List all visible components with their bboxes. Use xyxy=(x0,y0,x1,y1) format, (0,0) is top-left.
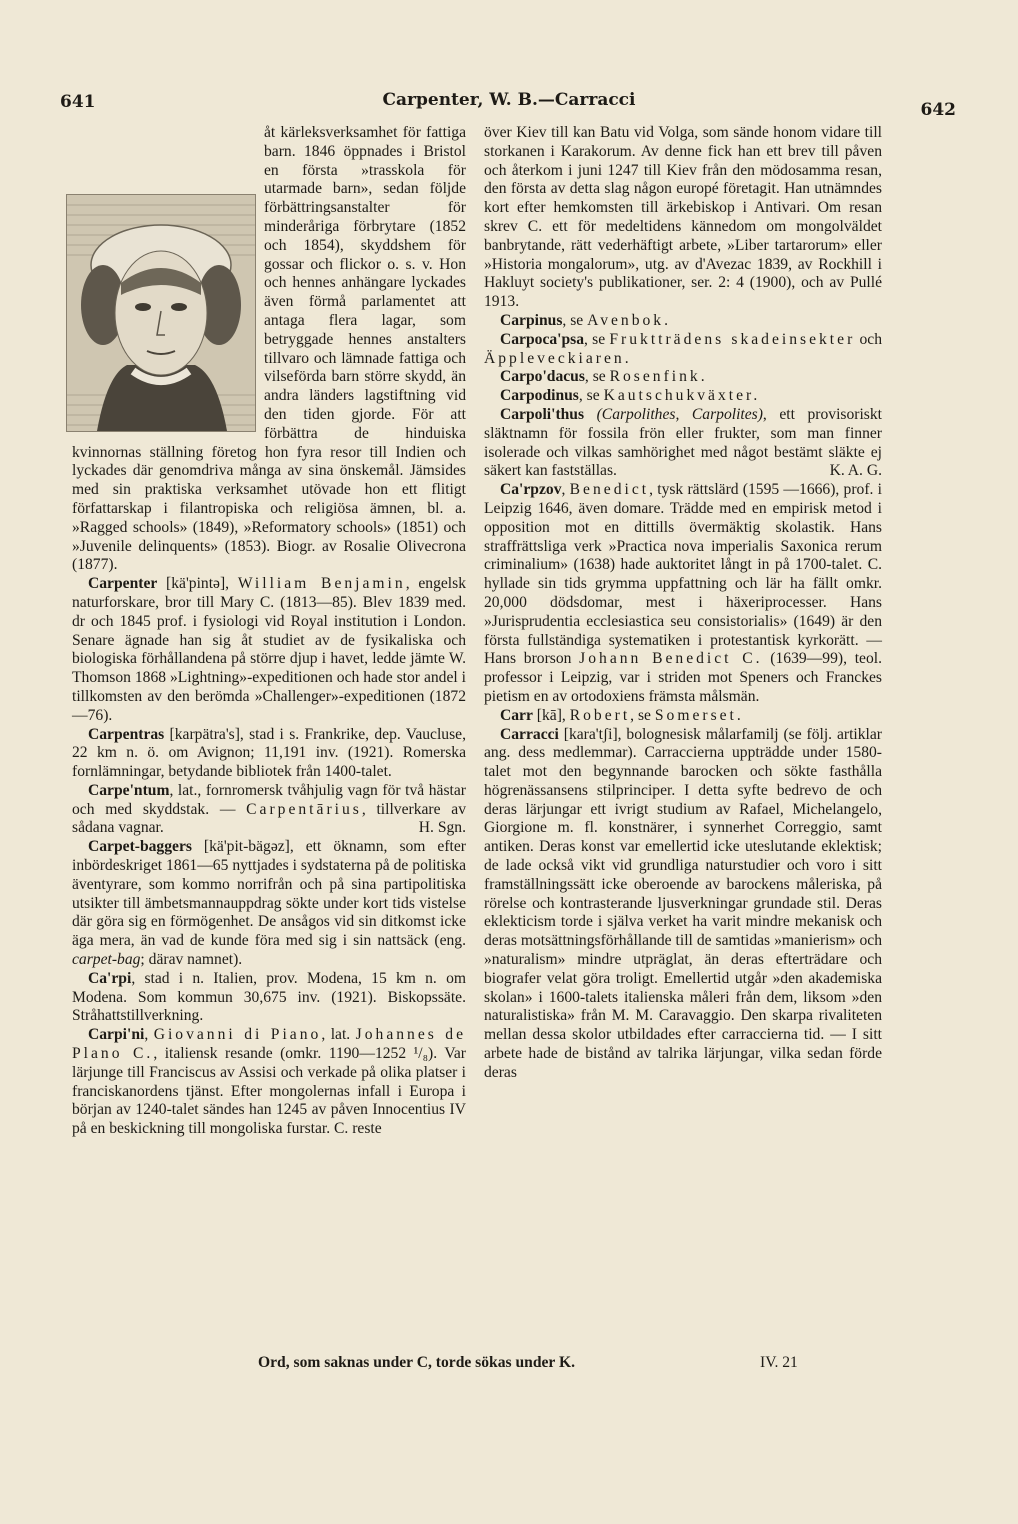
entry-text: , lat., fornromersk tvåhjulig vagn för två hästar och med skyddstak. — xyxy=(72,781,466,818)
entry-carpodacus xyxy=(484,368,882,387)
headword: Ca'rpi xyxy=(88,969,132,987)
cross-reference: Kautschukväxter. xyxy=(603,387,761,405)
headword: Carr xyxy=(500,706,533,724)
cross-reference: Somerset. xyxy=(654,706,744,724)
headword: Carpenter xyxy=(88,575,158,593)
author-signature: K. A. G. xyxy=(829,462,882,480)
headword: Ca'rpzov xyxy=(500,481,562,499)
portrait-image xyxy=(67,195,255,431)
italic-term: (Carpolithes, Carpolites) xyxy=(584,405,763,423)
spaced-name: William Benjamin xyxy=(237,575,406,593)
cross-reference: Äppleveckiaren. xyxy=(484,349,632,367)
page-number-left: 641 xyxy=(60,92,96,112)
entry-carr xyxy=(484,707,882,726)
entry-text: , se xyxy=(584,330,610,348)
entry-text: , se xyxy=(562,311,588,329)
headword: Carracci xyxy=(500,725,559,743)
entry-text: , engelsk naturforskare, bror till Mary C. (1813—85). Blev 1839 med. dr och 1845 prof. i fysiologi vid Royal institution i London. Senare ägnade han sig åt studiet av de fysikaliska och biologiska förhållandena på större djup i havet, ledde jämte W. Thomson 1868 »Lightning»-expeditionen och hade stor andel i tillkomsten av den berömda »Challenger»-expeditionen (1872—76). xyxy=(72,575,466,724)
entry-carracci xyxy=(484,726,882,1083)
entry-carpi xyxy=(72,970,466,1026)
pronunciation: [kä'pintə], xyxy=(157,575,238,593)
entry-text: och xyxy=(855,330,882,348)
headword: Carpoca'psa xyxy=(500,330,585,348)
cross-reference: Rosenfink. xyxy=(609,368,708,386)
cross-reference: Avenbok. xyxy=(587,311,672,329)
entry-carpini: Carpi'ni, Giovanni di Piano, lat. Johannes de Plano C., italiensk resande (omkr. 1190—1252 ¹/₈). Var lärjunge till Franciscus av Assisi och verkade på olika platser i franciskanordens tjänst. Efter mongolernas infall i Europa i början av 1240-talet sändes han 1245 av påven Innocentius IV på en beskickning till mongoliska furstar. C. reste xyxy=(72,1026,467,1138)
entry-text: [karpätra's], stad i s. Frankrike, dep. Vaucluse, 22 km n. ö. om Avignon; 11,191 inv. (1921). Romerska fornlämningar, betydande bibliotek från 1400-talet. xyxy=(72,725,466,781)
entry-carpenter-wb xyxy=(72,575,466,725)
entry-text: ; därav namnet). xyxy=(140,951,243,969)
spaced-name: Robert xyxy=(569,706,631,724)
entry-carpentum xyxy=(72,782,466,838)
entry-continuation-right: över Kiev till kan Batu vid Volga, som sände honom vidare till storkanen i Karakorum. Av denne fick han ett brev till påven och återkom i juni 1247 till Kiev från den mödosamma resan, den första av detta slag någon europé företagit. Han utnämndes kort efter hemkomsten till ärkebiskop i Antivari. Om resan skrev C. ett för medeltidens kännedom om mongolväldet banbrytande, rätt vederhäftigt arbete, »Liber tartarorum» eller »Historia mongalorum», utg. av d'Avezac 1839, av Rockhill i Hakluyt society's publikationer, ser. 2: 4 (1900), och av Pullé 1913. xyxy=(484,124,882,311)
footer-note: Ord, som saknas under C, torde sökas under K. xyxy=(258,1354,575,1371)
headword: Carpentras xyxy=(88,725,165,743)
spaced-name: Benedict xyxy=(569,481,650,499)
entry-carpodinus xyxy=(484,387,882,406)
italic-term: carpet-bag xyxy=(72,951,141,969)
entry-carpentras xyxy=(72,726,466,782)
headword: Carpe'ntum xyxy=(88,781,170,799)
entry-text: , tillverkare av sådana vagnar. xyxy=(72,800,466,837)
author-signature: H. Sgn. xyxy=(418,819,466,837)
entry-carpocapsa xyxy=(484,331,882,369)
entry-text: , stad i n. Italien, prov. Modena, 15 km n. om Modena. Som kommun 30,675 inv. (1921). Biskopssäte. Stråhattstillverkning. xyxy=(72,969,466,1025)
entry-text: , se xyxy=(584,368,610,386)
cross-reference: Fruktträdens skadeinsekter xyxy=(609,330,856,348)
headword: Carpoli'thus xyxy=(500,405,585,423)
running-title: Carpenter, W. B.—Carracci xyxy=(382,90,636,110)
entry-carpolithus xyxy=(484,406,882,481)
entry-carpzov: Ca'rpzov, Benedict, tysk rättslärd (1595 —1666), prof. i Leipzig 1646, även domare. Trädde med en empirisk metod i opposition mot en dittills övermäktig skolastik. Hans straffrättsliga verk »Practica nova imperialis Saxonica rerum criminalium» (1638) hade auktoritet långt in på 1700-talet. C. hyllade sin tids grymma uppfattning och lär ha fällt omkr. 20,000 dödsdomar, mest i häxeriprocesser. Hans »Jurisprudentia ecclesiastica seu consistorialis» (1649) är den första fullständiga systematiken i protestantisk kyrkorätt. — Hans brorson Johann Benedict C. (1639—99), teol. professor i Leipzig, var i striden mot Speners och Franckes pietism en av ortodoxiens främsta målsmän. xyxy=(484,481,883,705)
entry-text: , se xyxy=(630,706,655,724)
entry-text: , ett provisoriskt släktnamn för fossila frön eller frukter, som man finner isolerade och vilkas samhörighet med något bestämt släkte ej säkert kan fastställas. xyxy=(484,405,882,480)
spaced-name: Johannes de Plano C. xyxy=(72,1026,467,1063)
headword: Carpet-baggers xyxy=(88,838,192,856)
volume-signature: IV. 21 xyxy=(760,1354,798,1371)
entry-text: , tysk rättslärd (1595 —1666), prof. i Leipzig 1646, även domare. Trädde med en empirisk metod i opposition mot en dittills övermäktig skolastik. Hans straffrättsliga verk »Practica nova imperialis Saxonica rerum criminalium» (1638) hade auktoritet långt in på 1700-talet. C. hyllade sin tids grymma uppfattning och lär ha fällt omkr. 20,000 dödsdomar, mest i häxeriprocesser. Hans »Jurisprudentia ecclesiastica seu consistorialis» (1649) är den första fullständiga systematiken i protestantisk kyrkorätt. — Hans brorson xyxy=(484,481,883,668)
headword: Carpinus xyxy=(500,311,563,329)
headword: Carpodinus xyxy=(500,387,579,405)
entry-text: [kā], xyxy=(532,706,570,724)
entry-text: [kara'tʃi], bolognesisk målarfamilj (se följ. artiklar ang. dess medlemmar). Carraccierna uppträdde under 1580-talet mot den begynnande barocken och sökte fasthålla högrenässansens stilprinciper. I detta syfte bedrevo de och deras lärjungar ett ivrigt studium av Rafael, Michelangelo, Giorgione m. fl. konstnärer, i synnerhet Correggio, samt antiken. Deras konst var emellertid icke uteslutande eklektisk; de lade också vikt vid grundliga naturstudier och voro i sitt framställningssätt icke oberoende av barockens måleriska, på rörelse och kontrasterande ljusverkningar grundade stil. Deras eklekticism torde i själva verket ha varit mindre mekanisk och deras motsättningsförhållande till de samtidas »manierism» och »naturalism» mindre utpräglat, än deras efterträdare och biografer velat göra troligt. Emellertid utgår »den akademiska skolan» i 1600-talets italienska måleri från dem, liksom »den naturalistiska» från M. M. Caravaggio. Den skarpa rivaliteten mellan dessa skolor utbildades efter carraccierna tid. — I sitt arbete hade de bistånd av talrika lärjungar, vilka sedan förde deras xyxy=(484,725,882,1081)
portrait-engraving xyxy=(66,194,256,432)
spaced-name: Carpentārius xyxy=(246,800,362,818)
entry-continuation-left: åt kärleksverksamhet för fattiga barn. 1846 öppnades i Bristol en första »trasskola för utarmade barn», sedan följde förbättringsanstalter för minderåriga förbrytare (1852 och 1854), skyddshem för gossar och flickor o. s. v. Hon och hennes anhängare lyckades även förmå parlamentet att antaga flera lagar, som betryggade hennes anstalters tillvaro och lämnade fattiga och vilseförda barn större skydd, än andra länders lagstiftning vid den tiden gjorde. För att förbättra de hinduiska kvinnornas ställning företog hon fyra resor till Indien och lyckades där genomdriva många av sina önskemål. Jämsides med sin praktiska verksamhet utövade hon ett flitigt författarskap i filantropiska och religiösa ämnen, bl. a. »Ragged schools» (1849), »Reformatory schools» (1851) och »Juvenile delinquents» (1853). Biogr. av Rosalie Olivecrona (1877). xyxy=(72,124,466,574)
right-column xyxy=(484,124,882,1083)
left-column xyxy=(72,124,466,1139)
entry-text: (1639—99), teol. professor i Leipzig, var i striden mot Speners och Franckes pietism en av ortodoxiens främsta målsmän. xyxy=(484,650,882,705)
page-number-right: 642 xyxy=(920,100,956,120)
entry-text: [kä'pit-bägəz], ett öknamn, som efter inbördeskriget 1861—65 nyttjades i sydstaterna på de politiska äventyrare, som kommo norrifrån och på sina partipolitiska utsikter till ämbetsmannauppdrag sökte under kort tids vistelse där göra sig en förmögenhet. De ansågos vid sin ditkomst icke äga mera, än vad de kunde föra med sig i sin nattsäck (eng. xyxy=(72,838,466,950)
spaced-name: Johann Benedict C. xyxy=(579,650,763,668)
entry-carpinus xyxy=(484,312,882,331)
entry-text: , italiensk resande (omkr. 1190—1252 ¹/₈). Var lärjunge till Franciscus av Assisi och verkade på olika platser i franciskanordens tjänst. Efter mongolernas infall i Europa i början av 1240-talet sändes han 1245 av påven Innocentius IV på en beskickning till mongoliska furstar. C. reste xyxy=(72,1045,466,1138)
spaced-name: Giovanni di Piano xyxy=(153,1026,322,1044)
entry-text: , lat. xyxy=(321,1026,356,1044)
entry-text: , se xyxy=(578,387,604,405)
entry-carpet-baggers xyxy=(72,838,466,970)
headword: Carpi'ni xyxy=(88,1026,145,1044)
headword: Carpo'dacus xyxy=(500,368,585,386)
